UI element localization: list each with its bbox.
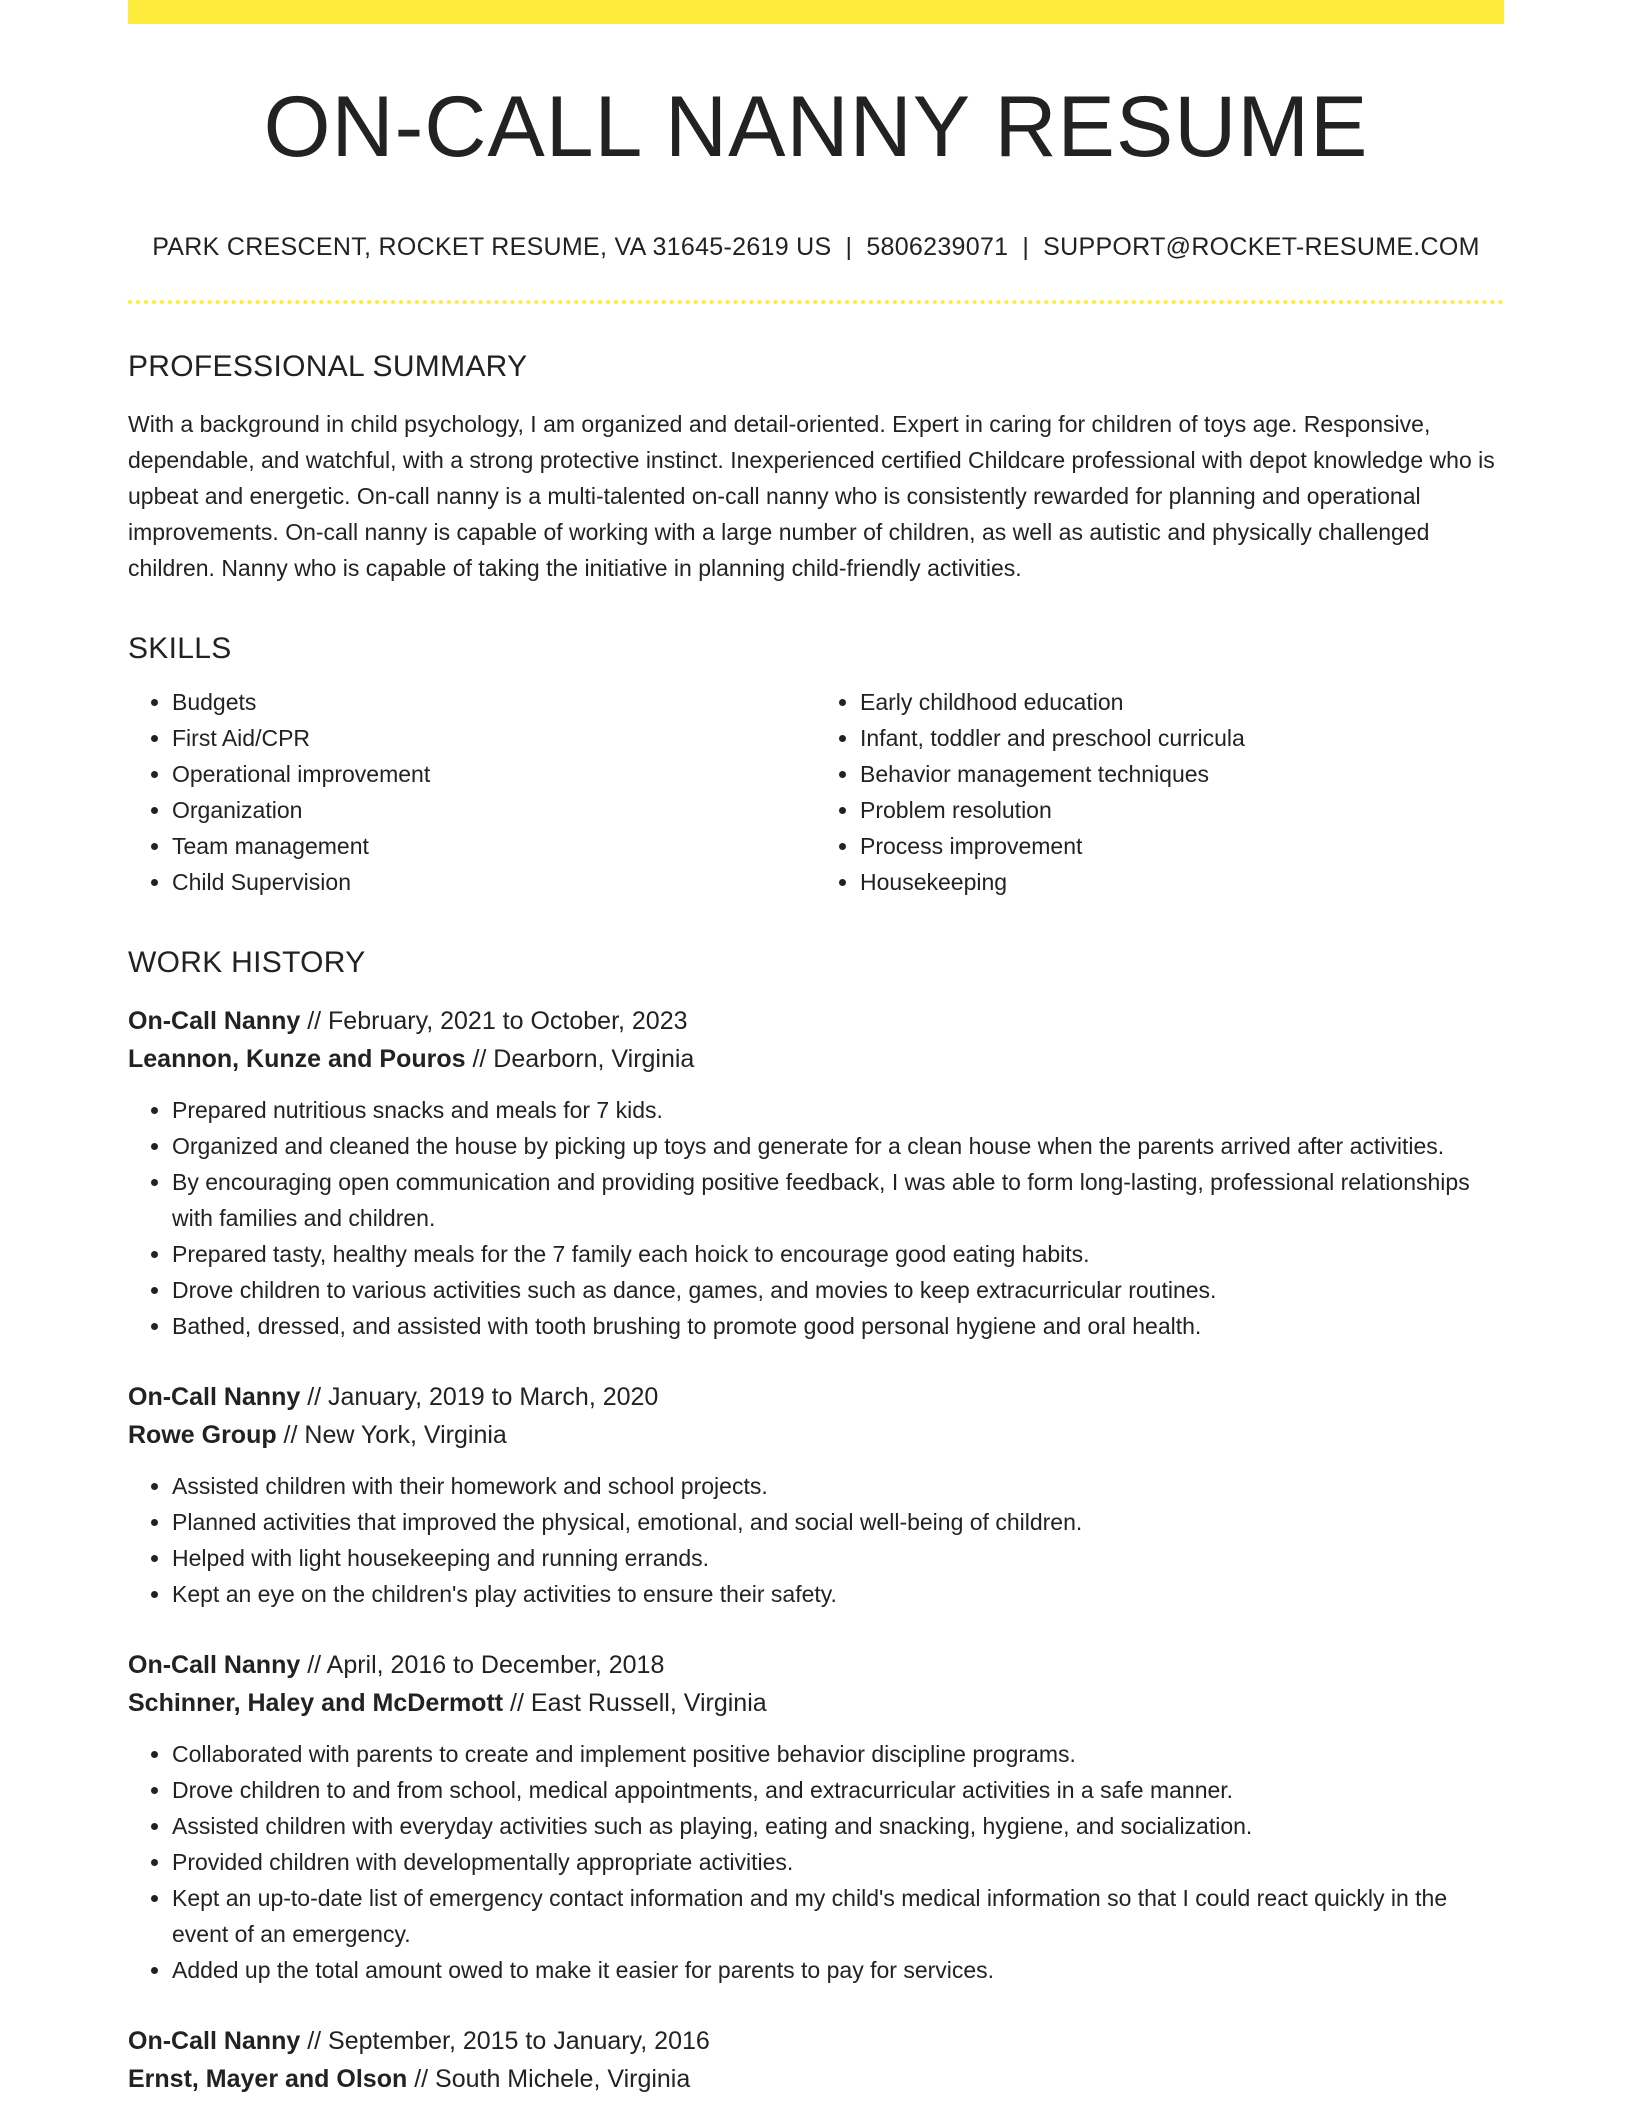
job-bullet: • Kept an up-to-date list of emergency contact information and my child's medical information so that I could react quickly in the event of an emergency. [172,1880,1504,1952]
job-title: On-Call Nanny [128,2026,301,2055]
job-bullet: • Prepared nutritious snacks and meals for 7 kids. [172,1092,1504,1128]
contact-separator: | [845,232,853,261]
skills-column-left [128,684,816,900]
skill-item: • Organization [172,792,816,828]
skill-item: • Budgets [172,684,816,720]
job-dates: // September, 2015 to January, 2016 [300,2026,710,2055]
skills-column-right [816,684,1504,900]
skill-item: • Process improvement [860,828,1504,864]
job-bullet: • Organized and cleaned the house by picking up toys and generate for a clean house when the parents arrived after activities. [172,1128,1504,1164]
job-entry [128,1646,1504,1988]
contact-address: PARK CRESCENT, ROCKET RESUME, VA 31645-2619 US [152,232,832,261]
work-history-heading: WORK HISTORY [128,945,366,979]
job-title: On-Call Nanny [128,1650,301,1679]
job-company: Rowe Group [128,1420,277,1449]
job-bullet: • By encouraging open communication and providing positive feedback, I was able to form long-lasting, professional relationships with families and children. [172,1164,1504,1236]
job-company-line [128,1040,1504,1078]
skill-item: • Child Supervision [172,864,816,900]
job-bullet: • Assisted children with everyday activities such as playing, eating and snacking, hygiene, and socialization. [172,1808,1504,1844]
job-entry [128,2022,1504,2098]
accent-top-bar [128,0,1504,24]
job-bullet: • Bathed, dressed, and assisted with tooth brushing to promote good personal hygiene and oral health. [172,1308,1504,1344]
job-company: Leannon, Kunze and Pouros [128,1044,466,1073]
job-dates: // February, 2021 to October, 2023 [300,1006,688,1035]
job-bullet: • Added up the total amount owed to make it easier for parents to pay for services. [172,1952,1504,1988]
skill-item: • Problem resolution [860,792,1504,828]
job-bullets [128,1468,1504,1612]
job-bullet: • Provided children with developmentally appropriate activities. [172,1844,1504,1880]
job-bullet: • Assisted children with their homework and school projects. [172,1468,1504,1504]
summary-heading: PROFESSIONAL SUMMARY [128,349,528,383]
job-company-line [128,1416,1504,1454]
job-title: On-Call Nanny [128,1382,301,1411]
dotted-divider [128,300,1504,304]
job-bullet: • Drove children to and from school, medical appointments, and extracurricular activities in a safe manner. [172,1772,1504,1808]
job-entry [128,1002,1504,1344]
job-bullets [128,1736,1504,1988]
job-location: // East Russell, Virginia [503,1688,767,1717]
job-dates: // January, 2019 to March, 2020 [300,1382,659,1411]
skill-item: • Infant, toddler and preschool curricula [860,720,1504,756]
job-bullet: • Planned activities that improved the physical, emotional, and social well-being of children. [172,1504,1504,1540]
job-bullet: • Prepared tasty, healthy meals for the 7 family each hoick to encourage good eating habits. [172,1236,1504,1272]
job-location: // South Michele, Virginia [407,2064,691,2093]
job-company: Ernst, Mayer and Olson [128,2064,408,2093]
skill-item: • Team management [172,828,816,864]
job-entry [128,1378,1504,1612]
job-title-line [128,2022,1504,2060]
contact-email: SUPPORT@ROCKET-RESUME.COM [1043,232,1480,261]
job-company-line [128,2060,1504,2098]
job-dates: // April, 2016 to December, 2018 [300,1650,665,1679]
skills-list [128,684,1504,900]
job-title-line [128,1646,1504,1684]
skill-item: • First Aid/CPR [172,720,816,756]
contact-line [128,233,1504,262]
skill-item: • Behavior management techniques [860,756,1504,792]
job-bullets [128,1092,1504,1344]
skill-item: • Housekeeping [860,864,1504,900]
contact-phone: 5806239071 [866,232,1009,261]
job-title-line [128,1378,1504,1416]
job-bullet: • Helped with light housekeeping and running errands. [172,1540,1504,1576]
job-bullet: • Drove children to various activities such as dance, games, and movies to keep extracurricular routines. [172,1272,1504,1308]
job-bullet: • Collaborated with parents to create and implement positive behavior discipline programs. [172,1736,1504,1772]
contact-separator: | [1022,232,1030,261]
job-company-line [128,1684,1504,1722]
skills-heading: SKILLS [128,631,232,665]
job-title: On-Call Nanny [128,1006,301,1035]
skill-item: • Operational improvement [172,756,816,792]
resume-page [128,0,1504,2098]
job-location: // New York, Virginia [276,1420,507,1449]
resume-title: ON-CALL NANNY RESUME [263,79,1369,175]
summary-text: With a background in child psychology, I am organized and detail-oriented. Expert in caring for children of toys age. Responsive, dependable, and watchful, with a strong protective instinct. Inexperienced certified Childcare professional with depot knowledge who is upbeat and energetic. On-call nanny is a multi-talented on-call nanny who is consistently rewarded for planning and operational improvements. On-call nanny is capable of working with a large number of children, as well as autistic and physically challenged children. Nanny who is capable of taking the initiative in planning child-friendly activities. [128,410,1495,581]
skill-item: • Early childhood education [860,684,1504,720]
job-bullet: • Kept an eye on the children's play activities to ensure their safety. [172,1576,1504,1612]
job-company: Schinner, Haley and McDermott [128,1688,504,1717]
job-location: // Dearborn, Virginia [465,1044,695,1073]
job-title-line [128,1002,1504,1040]
